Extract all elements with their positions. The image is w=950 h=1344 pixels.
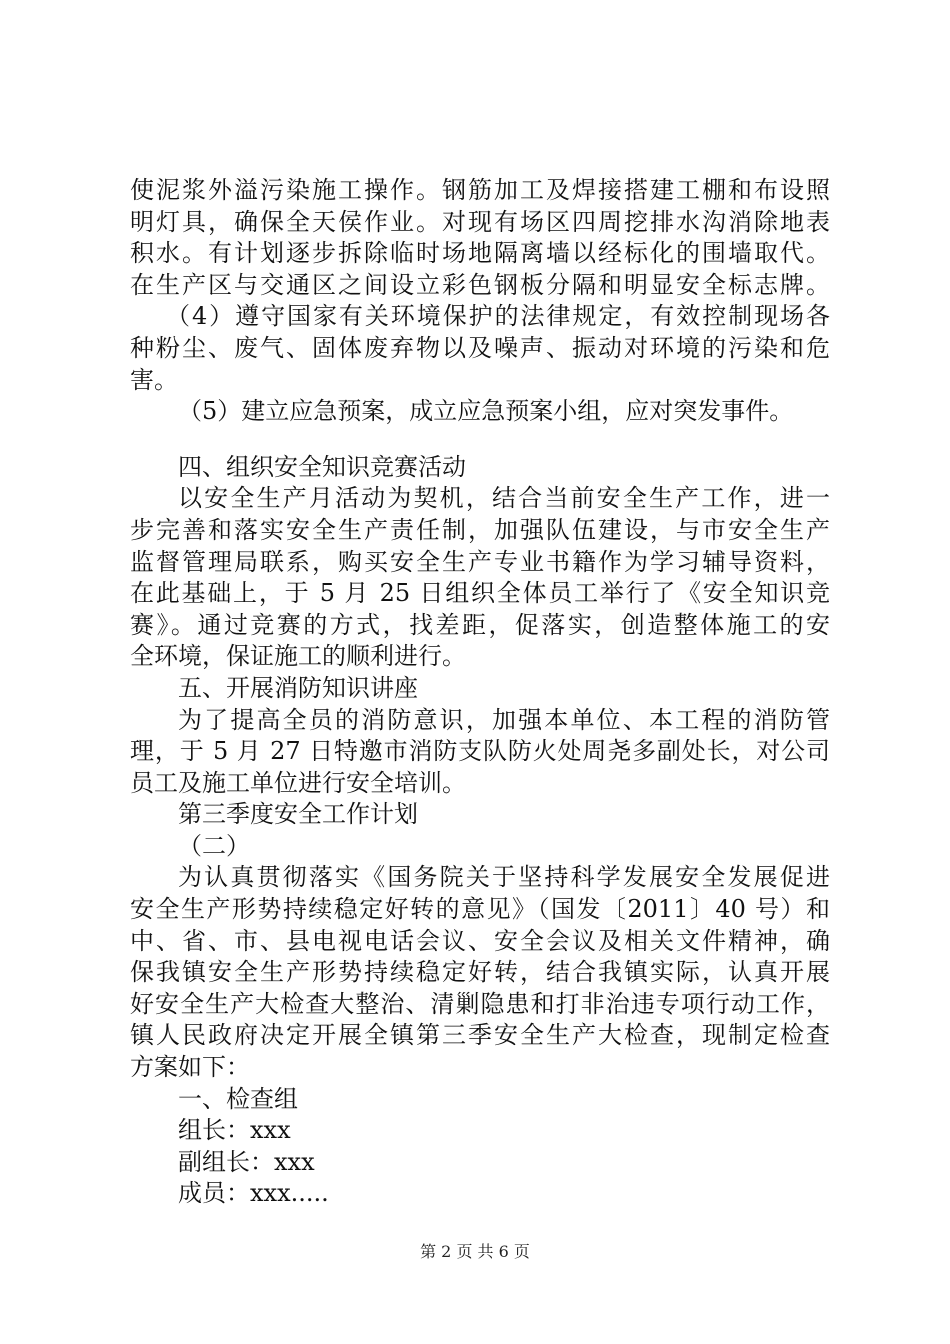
text-line: 明灯具，确保全天侯作业。对现有场区四周挖排水沟消除地表 <box>130 207 830 236</box>
text-line: 组长：xxx <box>178 1116 291 1145</box>
text-line: 害。 <box>130 365 178 394</box>
page-footer: 第 2 页 共 6 页 <box>420 1242 530 1261</box>
document-body <box>130 175 830 1210</box>
text-line: 五、开展消防知识讲座 <box>178 673 418 702</box>
text-line: 理，于 5 月 27 日特邀市消防支队防火处周尧多副处长，对公司 <box>130 737 830 766</box>
text-line: 使泥浆外溢污染施工操作。钢筋加工及焊接搭建工棚和布设照 <box>130 176 830 204</box>
text-line: （5）建立应急预案，成立应急预案小组，应对突发事件。 <box>178 397 794 426</box>
text-line: 镇人民政府决定开展全镇第三季安全生产大检查，现制定检查 <box>130 1021 830 1050</box>
text-line: 步完善和落实安全生产责任制，加强队伍建设，与市安全生产 <box>130 515 830 544</box>
text-line: 安全生产形势持续稳定好转的意见》（国发〔2011〕40 号）和 <box>130 895 830 924</box>
text-line: 成员：xxx..... <box>178 1179 329 1208</box>
text-line: 赛》。通过竞赛的方式，找差距，促落实，创造整体施工的安 <box>130 610 830 639</box>
text-line: 为认真贯彻落实《国务院关于坚持科学发展安全发展促进 <box>178 863 830 892</box>
text-line: 保我镇安全生产形势持续稳定好转，结合我镇实际，认真开展 <box>130 958 830 987</box>
text-line: 一、检查组 <box>178 1084 298 1113</box>
text-line: （二） <box>178 831 250 860</box>
text-line: 方案如下： <box>130 1053 250 1082</box>
text-line: 四、组织安全知识竞赛活动 <box>178 452 466 481</box>
paragraph-gap <box>130 428 830 452</box>
text-line: 中、省、市、县电视电话会议、安全会议及相关文件精神，确 <box>130 926 830 955</box>
text-line: 第三季度安全工作计划 <box>178 800 418 829</box>
text-line: 种粉尘、废气、固体废弃物以及噪声、振动对环境的污染和危 <box>130 333 830 362</box>
text-line: 全环境，保证施工的顺利进行。 <box>130 642 466 671</box>
text-line: 员工及施工单位进行安全培训。 <box>130 768 466 797</box>
text-line: 以安全生产月活动为契机，结合当前安全生产工作，进一 <box>178 484 830 513</box>
text-line: 监督管理局联系，购买安全生产专业书籍作为学习辅导资料， <box>130 547 830 576</box>
text-line: （4）遵守国家有关环境保护的法律规定，有效控制现场各 <box>166 302 830 331</box>
text-line: 在生产区与交通区之间设立彩色钢板分隔和明显安全标志牌。 <box>130 270 830 299</box>
text-line: 在此基础上，于 5 月 25 日组织全体员工举行了《安全知识竞 <box>130 579 830 608</box>
text-line: 为了提高全员的消防意识，加强本单位、本工程的消防管 <box>178 705 830 734</box>
text-line: 积水。有计划逐步拆除临时场地隔离墙以经标化的围墙取代。 <box>130 239 830 268</box>
text-line: 副组长：xxx <box>178 1147 315 1176</box>
text-line: 好安全生产大检查大整治、清剿隐患和打非治违专项行动工作， <box>130 989 830 1018</box>
